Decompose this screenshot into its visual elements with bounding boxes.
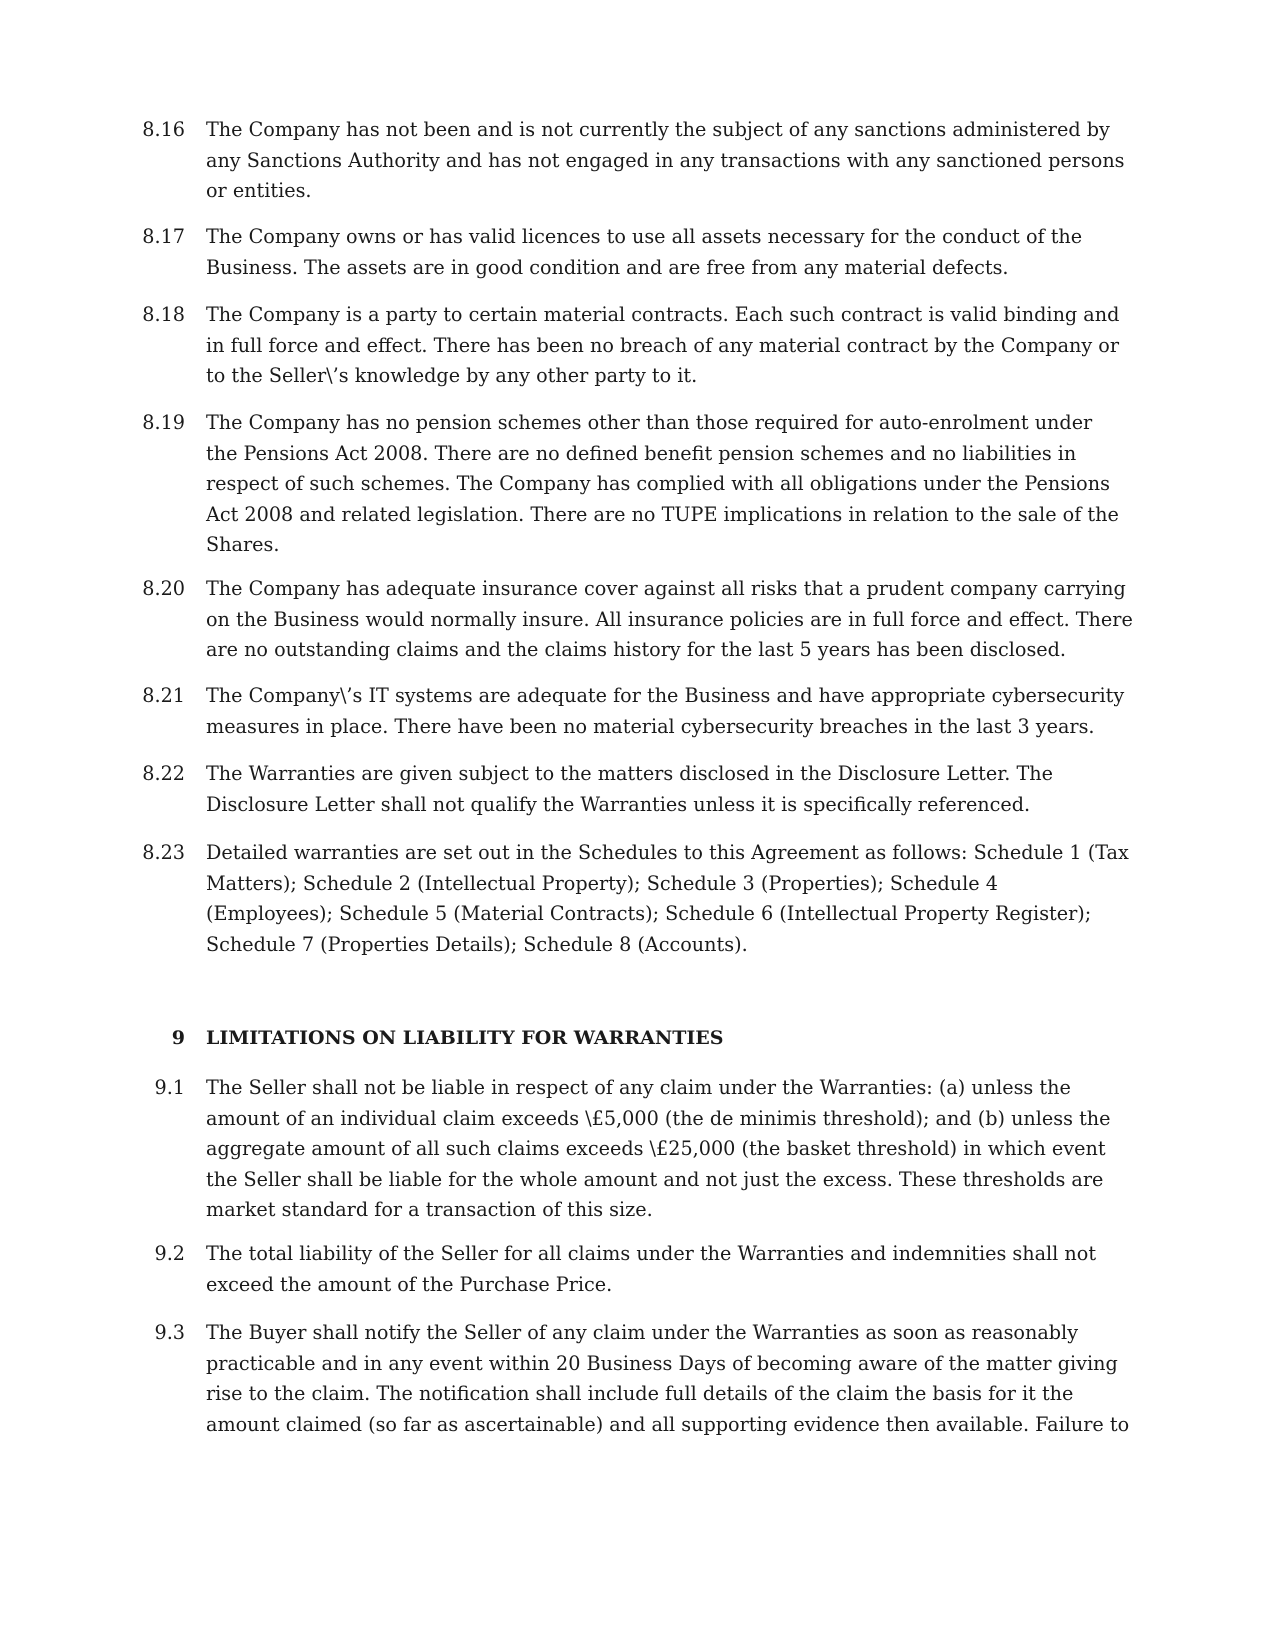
clause-line: (Employees); Schedule 5 (Material Contracts); Schedule 6 (Intellectual Property Register); (206, 902, 1092, 926)
clause-text (206, 300, 1140, 392)
clause-line: exceed the amount of the Purchase Price. (206, 1272, 613, 1296)
clause-number: 8.16 (142, 118, 185, 141)
clause-number: 8.18 (142, 303, 185, 326)
clause-line: amount of an individual claim exceeds \£5,000 (the de minimis threshold); and (b) unless the (206, 1106, 1111, 1130)
clause-number: 8.22 (142, 762, 185, 785)
clause-number: 9.1 (154, 1076, 185, 1099)
clause-number: 8.17 (142, 225, 185, 248)
clause-number: 8.20 (142, 577, 185, 600)
clause-line: in full force and effect. There has been no breach of any material contract by the Company or (206, 333, 1120, 357)
clause-line: Business. The assets are in good condition and are free from any material defects. (206, 255, 1009, 279)
clause-line: measures in place. There have been no material cybersecurity breaches in the last 3 years. (206, 714, 1095, 738)
clause-text (206, 681, 1140, 742)
clause-text (206, 1073, 1140, 1226)
clause-line: The Company has adequate insurance cover against all risks that a prudent company carrying (206, 577, 1126, 600)
section-title (206, 1023, 1140, 1054)
clause-number: 8.23 (142, 841, 185, 864)
clause-line: Shares. (206, 533, 280, 557)
clause-line: the Pensions Act 2008. There are no defined benefit pension schemes and no liabilities in (206, 441, 1077, 465)
clause-line: market standard for a transaction of this size. (206, 1198, 653, 1222)
clause-line: The Company has no pension schemes other than those required for auto-enrolment under (206, 411, 1093, 434)
clause-line: The total liability of the Seller for all claims under the Warranties and indemnities shall not (206, 1242, 1097, 1265)
clause-line: The Warranties are given subject to the matters disclosed in the Disclosure Letter. The (206, 762, 1053, 785)
clause-line: Detailed warranties are set out in the Schedules to this Agreement as follows: Schedule 1 (Tax (206, 841, 1129, 864)
clause-line: The Buyer shall notify the Seller of any claim under the Warranties as soon as reasonably (206, 1321, 1079, 1344)
clause-line: practicable and in any event within 20 Business Days of becoming aware of the matter giving (206, 1351, 1118, 1375)
section-title-text: LIMITATIONS ON LIABILITY FOR WARRANTIES (206, 1027, 724, 1049)
clause-line: respect of such schemes. The Company has complied with all obligations under the Pensions (206, 472, 1110, 496)
clause-line: rise to the claim. The notification shall include full details of the claim the basis for it the (206, 1382, 1074, 1406)
clause-text (206, 759, 1140, 820)
clause-text (206, 408, 1140, 561)
clause-line: the Seller shall be liable for the whole amount and not just the excess. These thresholds are (206, 1167, 1104, 1191)
clause-line: Matters); Schedule 2 (Intellectual Property); Schedule 3 (Properties); Schedule 4 (206, 871, 998, 895)
clause-number: 8.19 (142, 411, 185, 434)
clause-text (206, 1318, 1140, 1440)
clause-text (206, 1239, 1140, 1300)
clause-line: The Seller shall not be liable in respect of any claim under the Warranties: (a) unless the (206, 1076, 1071, 1099)
clause-line: The Company owns or has valid licences to use all assets necessary for the conduct of the (206, 225, 1083, 248)
clause-text (206, 838, 1140, 960)
clause-line: or entities. (206, 179, 312, 203)
clause-text (206, 222, 1140, 283)
clause-number: 8.21 (142, 684, 185, 707)
clause-line: any Sanctions Authority and has not engaged in any transactions with any sanctioned persons (206, 148, 1125, 172)
clause-text (206, 115, 1140, 207)
clause-line: to the Seller\’s knowledge by any other party to it. (206, 364, 698, 388)
clause-line: The Company has not been and is not currently the subject of any sanctions administered by (206, 118, 1110, 141)
clause-line: The Company\’s IT systems are adequate for the Business and have appropriate cybersecurity (206, 684, 1125, 707)
clause-number: 9.2 (154, 1242, 185, 1265)
clause-line: Schedule 7 (Properties Details); Schedule 8 (Accounts). (206, 932, 748, 956)
clause-line: Act 2008 and related legislation. There are no TUPE implications in relation to the sale of the (206, 502, 1119, 526)
clause-line: The Company is a party to certain material contracts. Each such contract is valid binding and (206, 303, 1120, 326)
clause-line: amount claimed (so far as ascertainable) and all supporting evidence then available. Failure to (206, 1412, 1130, 1436)
clause-number: 9.3 (154, 1321, 185, 1344)
clause-text (206, 574, 1140, 666)
clause-line: aggregate amount of all such claims exceeds \£25,000 (the basket threshold) in which event (206, 1137, 1106, 1161)
section-number: 9 (171, 1027, 185, 1049)
clause-line: on the Business would normally insure. All insurance policies are in full force and effect. There (206, 607, 1133, 631)
clause-line: Disclosure Letter shall not qualify the Warranties unless it is specifically referenced. (206, 792, 1031, 816)
clause-line: are no outstanding claims and the claims history for the last 5 years has been disclosed. (206, 638, 1067, 662)
